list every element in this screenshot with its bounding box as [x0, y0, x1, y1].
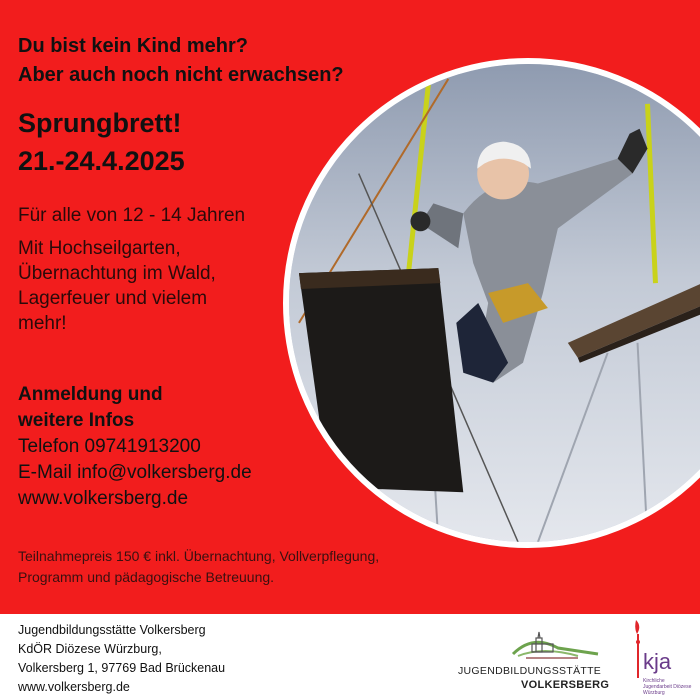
- price-info: [18, 546, 458, 588]
- kja-logo-text: kja: [643, 649, 672, 674]
- address-line: www.volkersberg.de: [18, 680, 130, 694]
- high-ropes-photo: [283, 58, 700, 548]
- contact-heading-line-2: weitere Infos: [18, 410, 135, 431]
- volkersberg-logo-line-1: JUGENDBILDUNGSSTÄTTE: [458, 665, 602, 677]
- volkersberg-logo-line-2: VOLKERSBERG: [521, 679, 610, 691]
- price-line-1: Teilnahmepreis 150 € inkl. Übernachtung, Vollverpflegung,: [18, 548, 380, 564]
- address-line: Volkersberg 1, 97769 Bad Brückenau: [18, 661, 226, 675]
- description-line: mehr!: [18, 313, 67, 334]
- volkersberg-castle-icon: [458, 624, 608, 664]
- description-line: Lagerfeuer und vielem: [18, 288, 208, 309]
- contact-email: E-Mail info@volkersberg.de: [18, 462, 252, 483]
- contact-block: [18, 382, 318, 512]
- address-line: Jugendbildungsstätte Volkersberg: [18, 623, 206, 637]
- headline: [18, 32, 438, 90]
- contact-phone: Telefon 09741913200: [18, 436, 201, 457]
- headline-line-1: Du bist kein Kind mehr?: [18, 35, 249, 57]
- event-date: 21.-24.4.2025: [18, 146, 185, 176]
- footer-address: [18, 621, 225, 697]
- kja-logo-subtitle: Kirchliche Jugendarbeit Diözese Würzburg: [643, 678, 692, 696]
- event-title: [18, 104, 185, 180]
- contact-website: www.volkersberg.de: [18, 488, 189, 509]
- description-line: Mit Hochseilgarten,: [18, 238, 181, 259]
- price-line-2: Programm und pädagogische Betreuung.: [18, 569, 275, 585]
- volkersberg-logo: [458, 624, 608, 694]
- kja-logo: [628, 616, 694, 698]
- photo-illustration: [289, 64, 700, 542]
- headline-line-2: Aber auch noch nicht erwachsen?: [18, 64, 344, 86]
- address-line: KdÖR Diözese Würzburg,: [18, 642, 162, 656]
- audience-text: Für alle von 12 - 14 Jahren: [18, 205, 246, 226]
- event-name: Sprungbrett!: [18, 108, 182, 138]
- contact-heading-line-1: Anmeldung und: [18, 384, 163, 405]
- description-line: Übernachtung im Wald,: [18, 263, 216, 284]
- event-description: [18, 236, 278, 336]
